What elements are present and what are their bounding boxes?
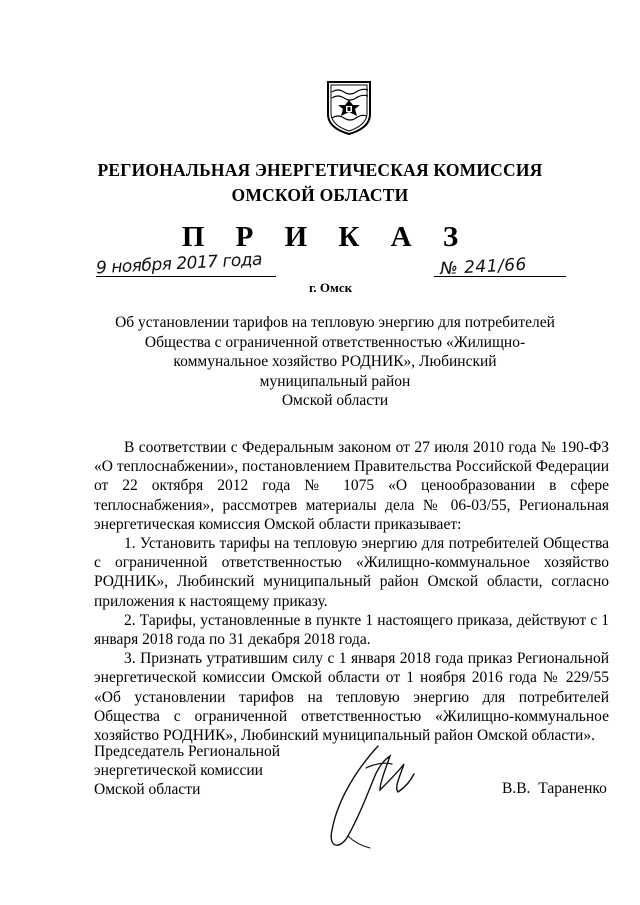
signatory-title-line: энергетической комиссии xyxy=(94,762,263,780)
coat-of-arms-icon xyxy=(322,78,376,136)
handwritten-order-number: № 241/66 xyxy=(439,254,528,280)
signatory-name: В.В. Тараненко xyxy=(502,780,607,797)
body-paragraph-preamble: В соответствии с Федеральным законом от 27 июля 2010 года № 190-ФЗ «О теплоснабжении», постановлением Правительства Российской Федерации от 22 октября 2012 года № 1075 «О ценообразовании в сфере теплоснабжения», рассмотрев материалы дела № 06-03/55, Региональная энергетическая комиссия Омской области приказывает: xyxy=(94,439,609,533)
number-underline xyxy=(434,276,566,277)
order-subject xyxy=(100,313,570,411)
signatory-title-line: Омской области xyxy=(94,781,201,799)
subject-line: коммунальное хозяйство РОДНИК», Любинский xyxy=(173,353,497,371)
subject-line: муниципальный район xyxy=(259,372,411,390)
subject-line: Омской области xyxy=(281,392,389,410)
subject-line: Общества с ограниченной ответственностью «Жилищно- xyxy=(144,333,526,351)
city-label: г. Омск xyxy=(309,280,353,295)
body-paragraph-item-2: 2. Тарифы, установленные в пункте 1 настоящего приказа, действуют с 1 января 2018 года по 31 декабря 2018 года. xyxy=(94,611,609,649)
signatory-title-line: Председатель Региональной xyxy=(94,743,281,760)
handwritten-date: 9 ноября 2017 года xyxy=(95,249,263,279)
order-body xyxy=(94,438,609,745)
signatory-title xyxy=(94,742,280,800)
document-type-title: П Р И К А З xyxy=(181,221,471,253)
body-paragraph-item-3: 3. Признать утратившим силу с 1 января 2018 года приказ Региональной энергетической комиссии Омской области от 1 ноября 2016 года № 229/55 «Об установлении тарифов на тепловую энергию для потребителей Общества с ограниченной ответственностью «Жилищно-коммунальное хозяйство РОДНИК», Любинский муниципальный район Омской области». xyxy=(94,650,609,745)
body-paragraph-item-1: 1. Установить тарифы на тепловую энергию для потребителей Общества с ограниченной ответственностью «Жилищно-коммунальное хозяйство РОДНИК», Любинский муниципальный район Омской области, согласно приложения к настоящему приказу. xyxy=(94,535,609,610)
handwritten-signature-icon xyxy=(318,738,418,858)
date-underline xyxy=(96,276,276,277)
organization-name-line2: ОМСКОЙ ОБЛАСТИ xyxy=(231,185,409,205)
subject-line: Об установлении тарифов на тепловую энергию для потребителей xyxy=(115,314,555,331)
organization-name-line1: РЕГИОНАЛЬНАЯ ЭНЕРГЕТИЧЕСКАЯ КОМИССИЯ xyxy=(97,160,543,180)
